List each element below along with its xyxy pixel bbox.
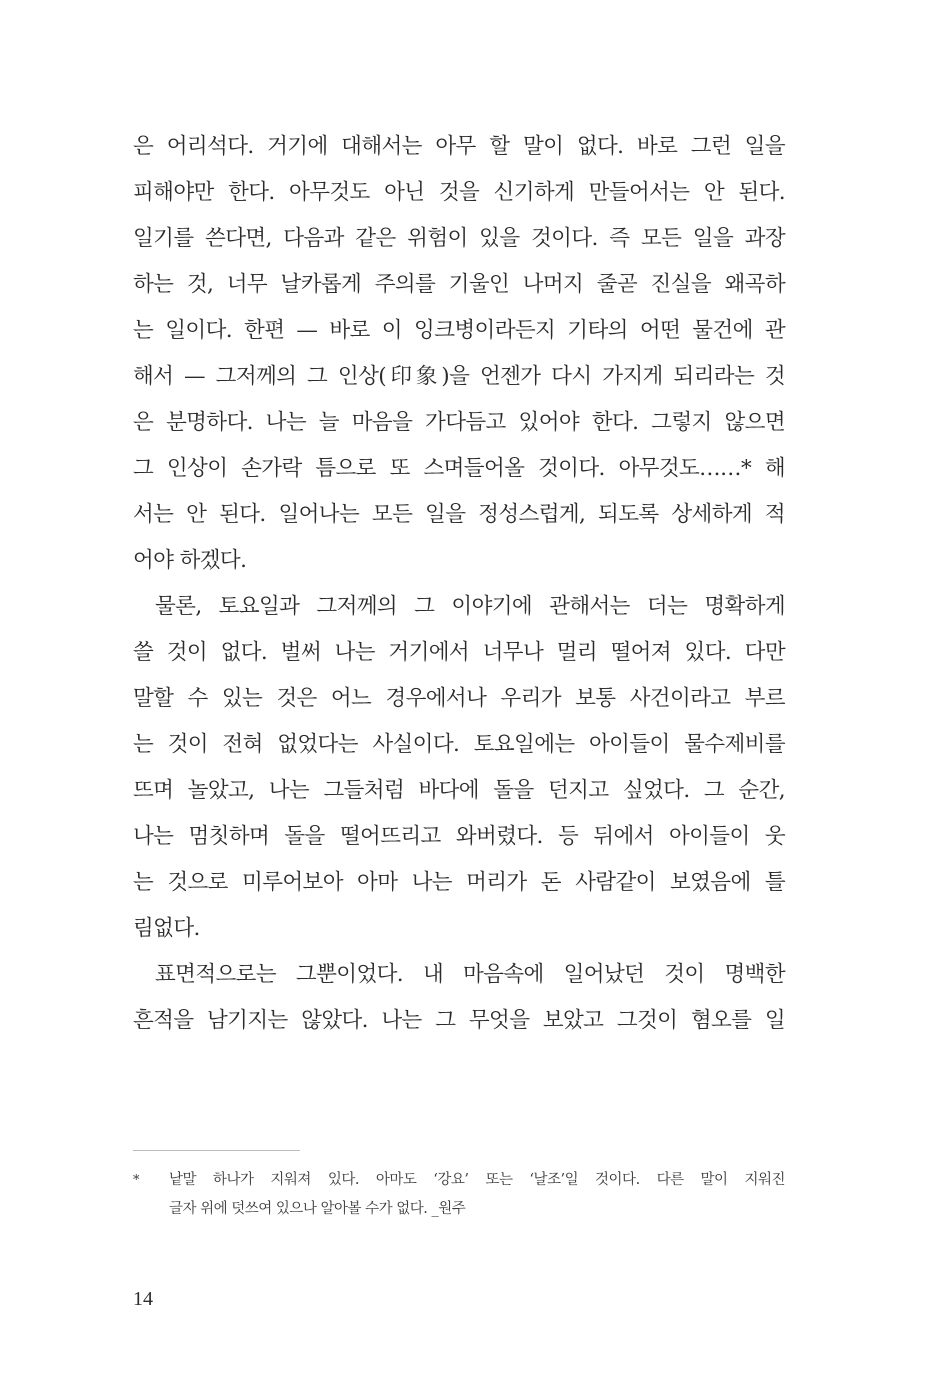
body-line: 말할 수 있는 것은 어느 경우에서나 우리가 보통 사건이라고 부르 — [133, 686, 785, 711]
body-line: 피해야만 한다. 아무것도 아닌 것을 신기하게 만들어서는 안 된다. — [133, 180, 785, 205]
body-line: 어야 하겠다. — [133, 548, 247, 573]
body-line: 그 인상이 손가락 틈으로 또 스며들어올 것이다. 아무것도……* 해 — [133, 456, 785, 481]
footnote-mark-spacer — [133, 1195, 169, 1224]
body-line: 해서 — 그저께의 그 인상(印象)을 언젠가 다시 가지게 되리라는 것 — [133, 364, 785, 389]
body-line: 는 것으로 미루어보아 아마 나는 머리가 돈 사람같이 보였음에 틀 — [133, 870, 785, 895]
body-line: 은 어리석다. 거기에 대해서는 아무 할 말이 없다. 바로 그런 일을 — [133, 134, 785, 159]
body-line: 쓸 것이 없다. 벌써 나는 거기에서 너무나 멀리 떨어져 있다. 다만 — [133, 640, 785, 665]
body-line: 흔적을 남기지는 않았다. 나는 그 무엇을 보았고 그것이 혐오를 일 — [133, 1008, 785, 1033]
page-number: 14 — [133, 1288, 153, 1310]
footnote-text-line: 낱말 하나가 지워져 있다. 아마도 ‘강요’ 또는 ‘날조’일 것이다. 다른 말이 지워진 — [169, 1172, 785, 1188]
body-line: 서는 안 된다. 일어나는 모든 일을 정성스럽게, 되도록 상세하게 적 — [133, 502, 785, 527]
footnote-divider — [133, 1150, 300, 1151]
body-line: 나는 멈칫하며 돌을 떨어뜨리고 와버렸다. 등 뒤에서 아이들이 웃 — [133, 824, 785, 849]
body-line: 물론, 토요일과 그저께의 그 이야기에 관해서는 더는 명확하게 — [155, 594, 785, 619]
body-line: 림없다. — [133, 916, 200, 941]
body-line: 는 것이 전혀 없었다는 사실이다. 토요일에는 아이들이 물수제비를 — [133, 732, 785, 757]
body-line: 는 일이다. 한편 — 바로 이 잉크병이라든지 기타의 어떤 물건에 관 — [133, 318, 785, 343]
footnote — [133, 1166, 785, 1224]
body-line: 하는 것, 너무 날카롭게 주의를 기울인 나머지 줄곧 진실을 왜곡하 — [133, 272, 785, 297]
footnote-row — [133, 1166, 785, 1195]
body-line: 표면적으로는 그뿐이었다. 내 마음속에 일어났던 것이 명백한 — [155, 962, 785, 987]
body-line: 은 분명하다. 나는 늘 마음을 가다듬고 있어야 한다. 그렇지 않으면 — [133, 410, 785, 435]
body-line: 일기를 쓴다면, 다음과 같은 위험이 있을 것이다. 즉 모든 일을 과장 — [133, 226, 785, 251]
body-text — [133, 124, 785, 1044]
footnote-mark: * — [133, 1173, 140, 1188]
body-line: 뜨며 놀았고, 나는 그들처럼 바다에 돌을 던지고 싶었다. 그 순간, — [133, 778, 785, 803]
footnote-row — [133, 1195, 785, 1224]
footnote-text-line: 글자 위에 덧쓰여 있으나 알아볼 수가 없다. _원주 — [169, 1201, 466, 1217]
